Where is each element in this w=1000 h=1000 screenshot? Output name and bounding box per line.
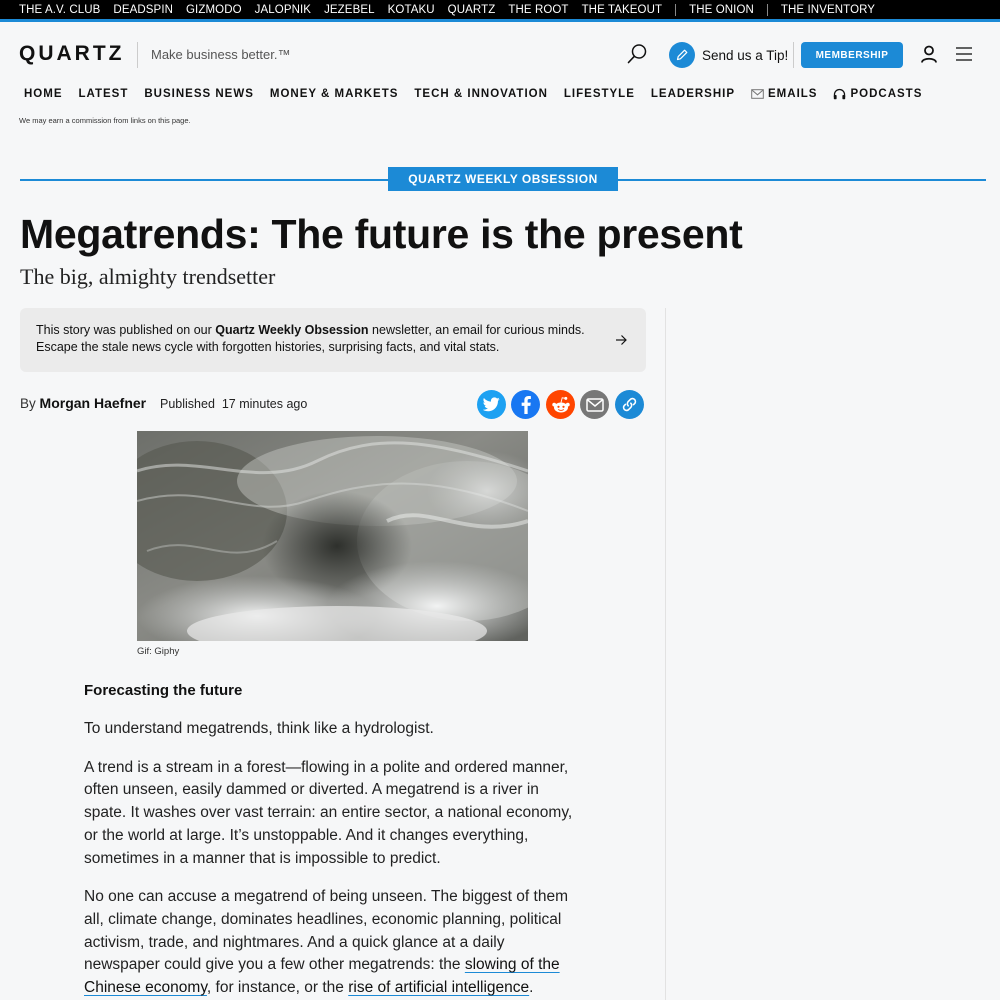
network-link-gizmodo[interactable]: GIZMODO <box>186 3 242 16</box>
newsletter-name: Quartz Weekly Obsession <box>215 323 369 337</box>
network-link-the-onion[interactable]: THE ONION <box>689 3 754 16</box>
paragraph-3-text: , for instance, or the <box>206 979 349 997</box>
tagline: Make business better.™ <box>151 47 291 62</box>
byline <box>20 395 146 411</box>
envelope-icon <box>751 88 764 100</box>
nav-home[interactable]: HOME <box>24 88 63 100</box>
paragraph-2: A trend is a stream in a forest—flowing in a polite and ordered manner, often unseen, easily dammed or diverted. A megatrend is a river in spate. It washes over vast terrain: an entire sector, a national economy, or the world at large. It’s unstoppable. And it changes everything, sometimes in a manner that is impossible to predict. <box>84 758 573 867</box>
section-heading: Forecasting the future <box>84 682 243 699</box>
paragraph-3-text: No one can accuse a megatrend of being unseen. The biggest of them all, climate change, dominates headlines, economic planning, political activism, trade, and nightmares. And a quick glance at a daily newspaper could give you a few other megatrends: the <box>84 888 568 974</box>
sidebar-divider <box>665 308 666 1000</box>
twitter-icon <box>483 397 500 412</box>
paragraph-3-text: . <box>529 979 534 997</box>
newsletter-text-post: newsletter, an email for curious minds. <box>368 323 585 337</box>
hero-image <box>137 431 528 641</box>
published-meta <box>160 397 307 411</box>
article-headline: Megatrends: The future is the present <box>20 211 743 257</box>
network-link-the-root[interactable]: THE ROOT <box>508 3 569 16</box>
kicker-label[interactable]: QUARTZ WEEKLY OBSESSION <box>388 167 618 191</box>
user-icon[interactable] <box>920 45 938 63</box>
network-link-deadspin[interactable]: DEADSPIN <box>113 3 174 16</box>
send-tip-label: Send us a Tip! <box>702 47 789 63</box>
copy-link-button[interactable] <box>615 390 644 419</box>
network-link-av-club[interactable]: THE A.V. CLUB <box>19 3 101 16</box>
nav-emails-label: EMAILS <box>768 88 818 100</box>
link-icon <box>621 396 638 413</box>
header-divider <box>137 42 138 68</box>
commission-note: We may earn a commission from links on this page. <box>19 116 191 125</box>
published-label: Published <box>160 397 215 411</box>
network-divider <box>675 4 676 16</box>
network-divider <box>767 4 768 16</box>
water-image <box>137 431 528 641</box>
hamburger-menu-icon[interactable] <box>955 46 973 62</box>
image-caption: Gif: Giphy <box>137 646 180 657</box>
reddit-icon <box>551 396 571 414</box>
nav-latest[interactable]: LATEST <box>78 88 129 100</box>
byline-prefix: By <box>20 396 36 411</box>
nav-leadership[interactable]: LEADERSHIP <box>650 88 736 100</box>
share-twitter-button[interactable] <box>477 390 506 419</box>
link-ai[interactable]: rise of artificial intelligence <box>348 979 530 997</box>
link-china-economy[interactable]: slowing of the Chinese economy <box>84 956 560 997</box>
paragraph-1: To understand megatrends, think like a hydrologist. <box>84 720 434 737</box>
newsletter-text-line2: Escape the stale news cycle with forgotten histories, surprising facts, and vital stats. <box>36 340 500 354</box>
nav-business-news[interactable]: BUSINESS NEWS <box>144 88 254 100</box>
main-nav <box>24 88 938 100</box>
headphones-icon <box>833 88 846 100</box>
nav-tech-innovation[interactable]: TECH & INNOVATION <box>414 88 548 100</box>
published-time: 17 minutes ago <box>221 397 308 411</box>
search-icon[interactable] <box>626 43 648 65</box>
article-subhead: The big, almighty trendsetter <box>20 264 276 289</box>
site-header <box>0 25 1000 85</box>
nav-emails[interactable] <box>751 88 817 100</box>
pencil-icon <box>669 42 695 68</box>
facebook-icon <box>520 396 532 414</box>
network-link-jalopnik[interactable]: JALOPNIK <box>254 3 312 16</box>
author-link[interactable]: Morgan Haefner <box>39 395 147 411</box>
nav-lifestyle[interactable]: LIFESTYLE <box>563 88 635 100</box>
header-divider <box>793 42 794 68</box>
newsletter-text-pre: This story was published on our <box>36 323 216 337</box>
network-link-the-takeout[interactable]: THE TAKEOUT <box>581 3 663 16</box>
quartz-logo[interactable]: QUARTZ <box>19 42 125 65</box>
send-tip-button[interactable] <box>669 42 788 68</box>
email-icon <box>586 398 604 412</box>
arrow-right-icon[interactable] <box>614 333 628 347</box>
network-bar <box>0 0 1000 22</box>
share-email-button[interactable] <box>580 390 609 419</box>
network-link-jezebel[interactable]: JEZEBEL <box>324 3 375 16</box>
nav-podcasts-label: PODCASTS <box>850 88 923 100</box>
newsletter-callout[interactable] <box>20 308 646 372</box>
network-link-the-inventory[interactable]: THE INVENTORY <box>780 3 876 16</box>
article-body <box>84 681 584 1000</box>
paragraph-3 <box>84 886 584 1000</box>
nav-money-markets[interactable]: MONEY & MARKETS <box>269 88 399 100</box>
nav-podcasts[interactable] <box>833 88 922 100</box>
membership-button[interactable]: MEMBERSHIP <box>801 42 903 68</box>
network-link-quartz[interactable]: QUARTZ <box>447 3 496 16</box>
network-link-kotaku[interactable]: KOTAKU <box>387 3 435 16</box>
share-reddit-button[interactable] <box>546 390 575 419</box>
newsletter-text <box>36 322 606 356</box>
share-facebook-button[interactable] <box>511 390 540 419</box>
